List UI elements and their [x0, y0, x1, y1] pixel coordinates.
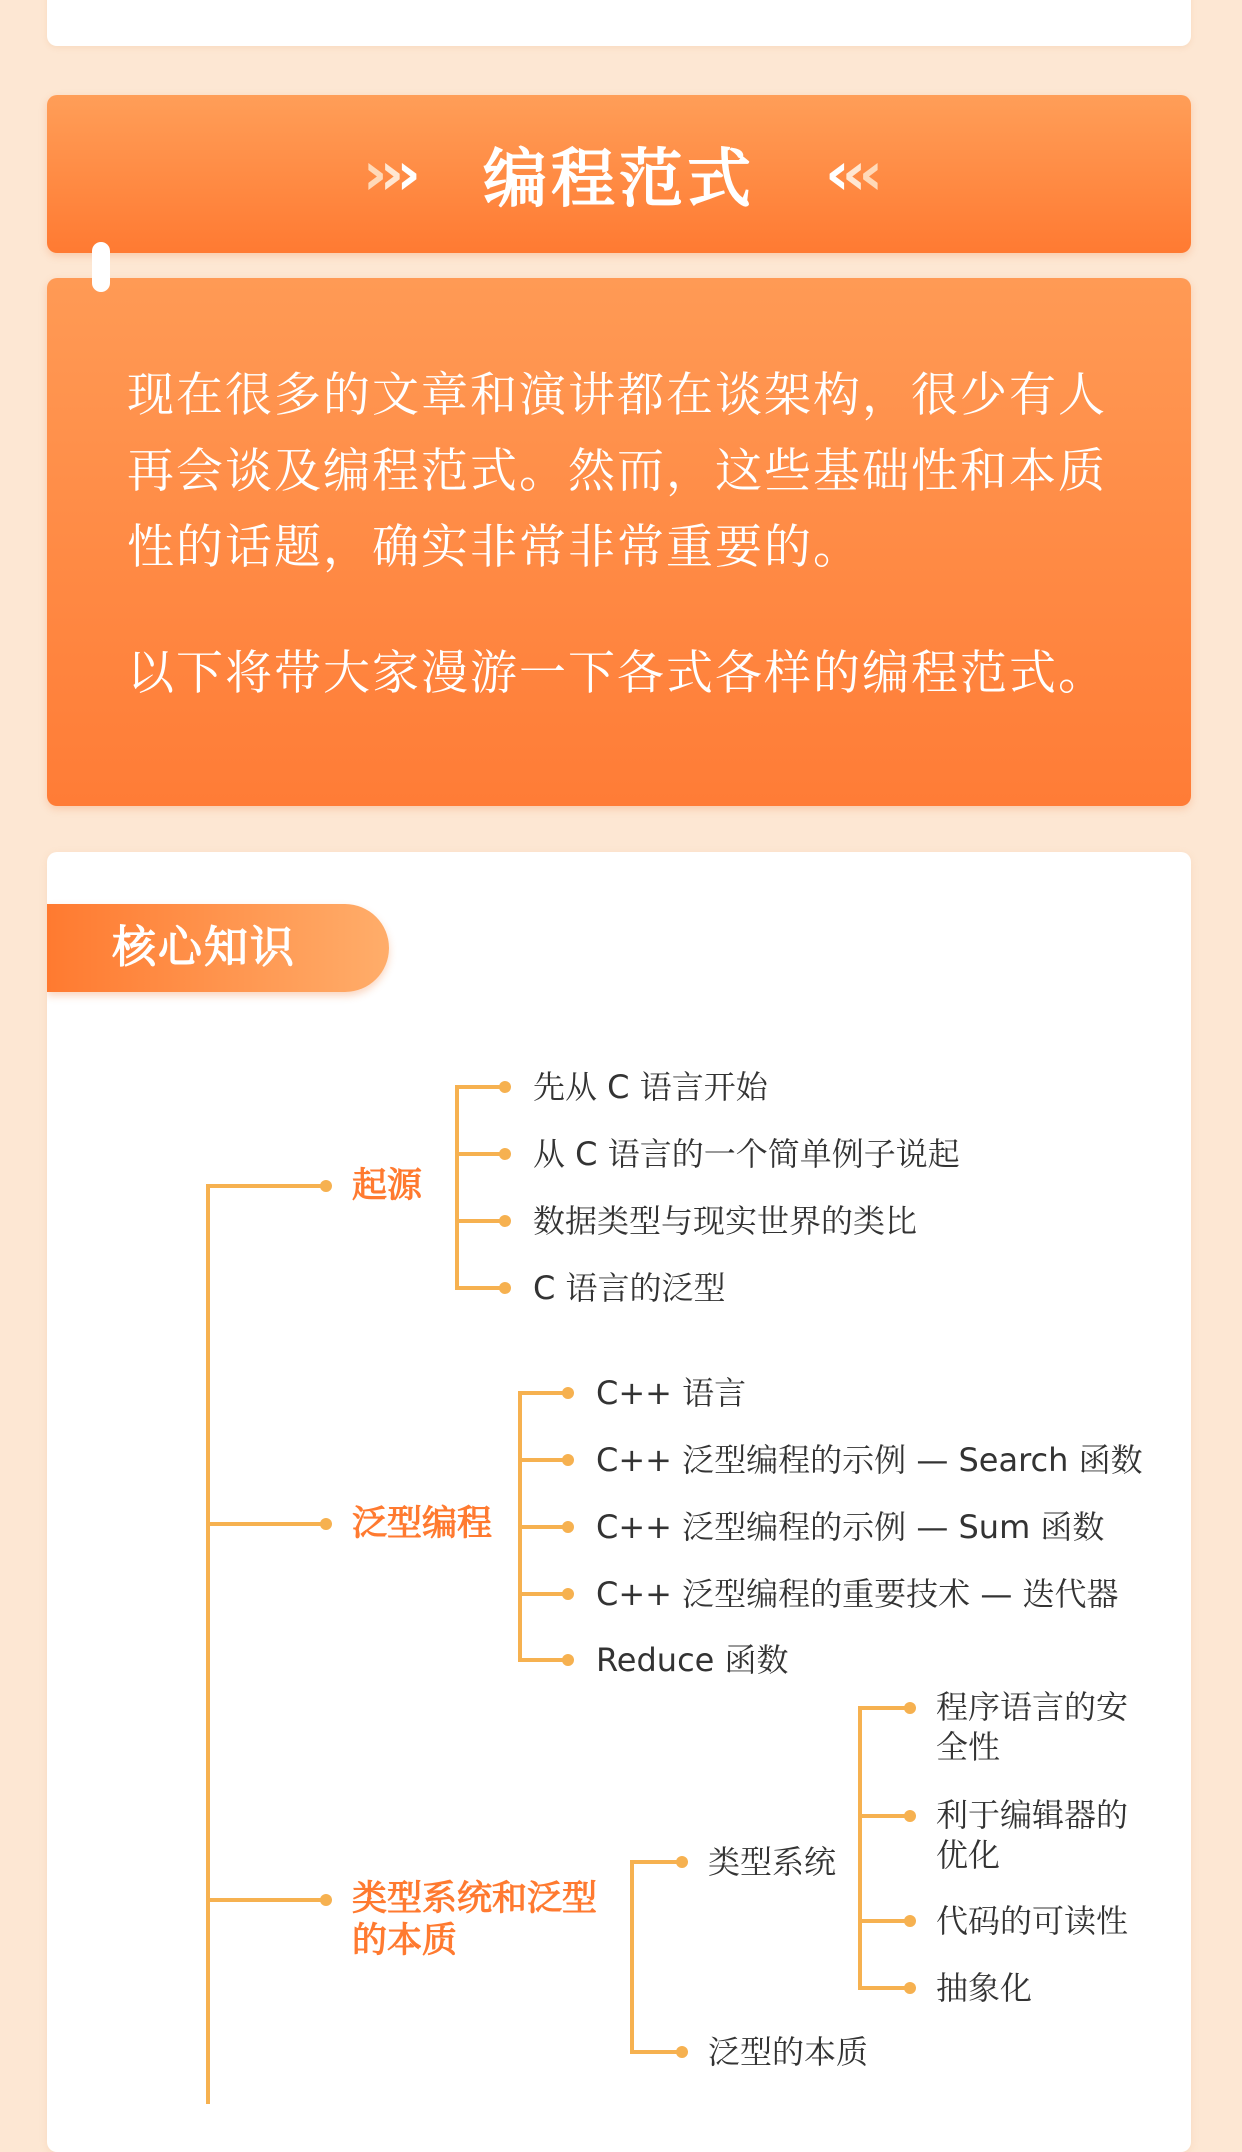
list-item: C 语言的泛型	[533, 1269, 726, 1307]
list-item: 利于编辑器的优化	[936, 1796, 1129, 1874]
intro-paragraph: 以下将带大家漫游一下各式各样的编程范式。	[127, 646, 1107, 701]
branch-origin: 起源	[352, 1166, 423, 1206]
list-item: C++ 泛型编程的重要技术 — 迭代器	[596, 1575, 1119, 1613]
chevrons-left-icon: ‹‹‹	[825, 139, 876, 209]
branch-type-system: 类型系统和泛型的本质	[352, 1879, 598, 1961]
list-item: 数据类型与现实世界的类比	[533, 1202, 918, 1240]
list-item: 抽象化	[936, 1969, 1033, 2007]
list-item: C++ 泛型编程的示例 — Sum 函数	[596, 1508, 1105, 1546]
list-item: C++ 语言	[596, 1374, 747, 1412]
knowledge-tag: 核心知识	[47, 904, 389, 992]
list-item: 泛型的本质	[708, 2033, 869, 2071]
list-item: C++ 泛型编程的示例 — Search 函数	[596, 1441, 1143, 1479]
list-item: 代码的可读性	[936, 1902, 1129, 1940]
binder-pin	[92, 242, 110, 292]
list-item: 程序语言的安全性	[936, 1688, 1129, 1766]
list-item: 从 C 语言的一个简单例子说起	[533, 1135, 960, 1173]
chevrons-right-icon: ›››	[362, 139, 413, 209]
branch-generic-programming: 泛型编程	[352, 1504, 493, 1544]
intro-paragraph: 现在很多的文章和演讲都在谈架构，很少有人再会谈及编程范式。然而，这些基础性和本质性的话题，确实非常非常重要的。	[127, 368, 1107, 575]
section-title: 编程范式	[483, 143, 755, 217]
list-item: 类型系统	[708, 1843, 837, 1881]
list-item: 先从 C 语言开始	[533, 1068, 768, 1106]
list-item: Reduce 函数	[596, 1641, 789, 1679]
